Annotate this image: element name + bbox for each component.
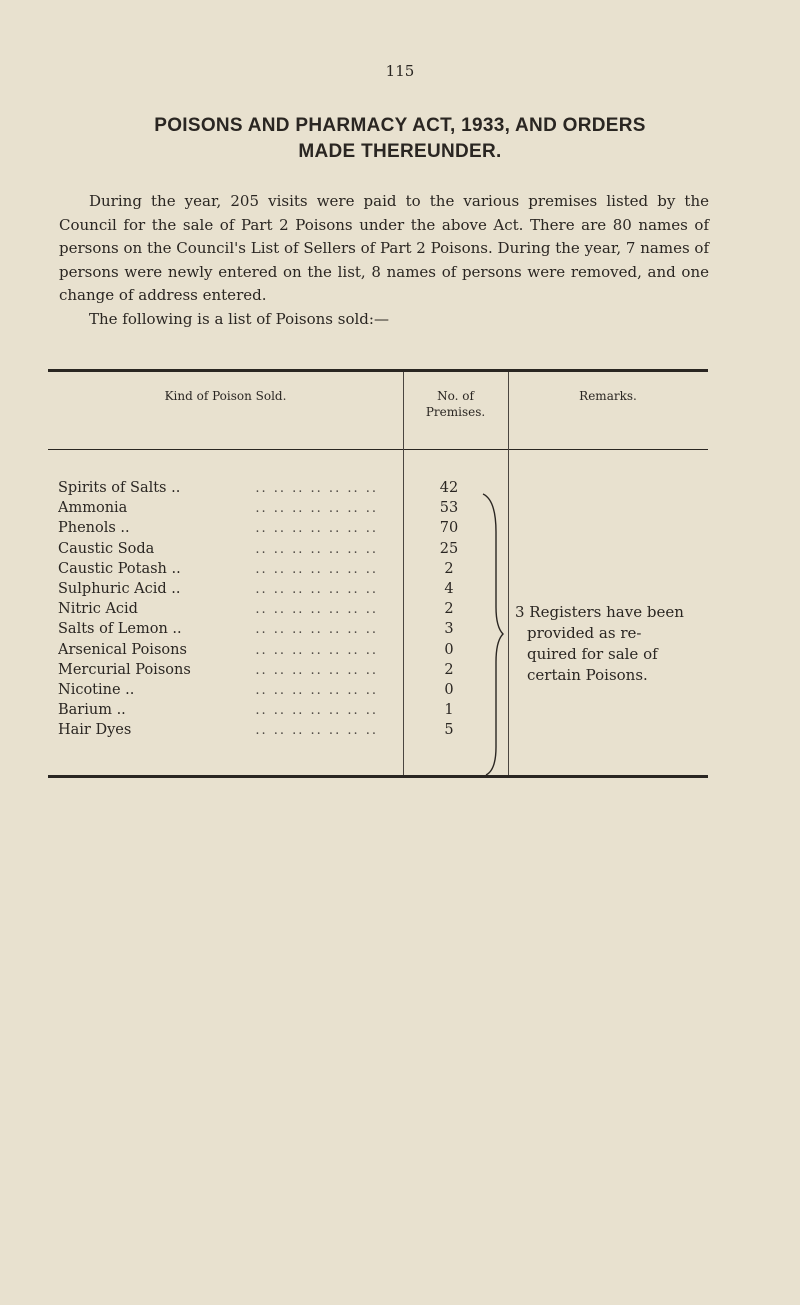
grouping-brace bbox=[480, 492, 508, 777]
page-title bbox=[60, 113, 740, 165]
poison-name: Caustic Soda bbox=[58, 541, 158, 557]
table-row-name bbox=[58, 540, 378, 559]
title-line-2: MADE THEREUNDER. bbox=[298, 141, 502, 162]
table-row-name bbox=[58, 681, 378, 700]
poison-name: Hair Dyes bbox=[58, 722, 135, 738]
remarks-line: provided as re- bbox=[527, 624, 642, 642]
column-header-premises-line-1: No. of bbox=[437, 389, 474, 403]
table-column-divider-2 bbox=[508, 372, 509, 775]
premises-count: 4 bbox=[444, 581, 454, 597]
table-row-name bbox=[58, 580, 378, 599]
leader-dots: .. .. .. .. .. .. .. bbox=[255, 622, 378, 638]
table-row-name bbox=[58, 479, 378, 498]
leader-dots: .. .. .. .. .. .. .. bbox=[255, 602, 378, 618]
premises-count: 2 bbox=[444, 560, 454, 577]
leader-dots: .. .. .. .. .. .. .. bbox=[255, 662, 378, 678]
table-row-name bbox=[58, 519, 378, 538]
table-header-rule bbox=[48, 449, 708, 450]
column-header-kind: Kind of Poison Sold. bbox=[164, 389, 287, 403]
table-row-name bbox=[58, 620, 378, 639]
premises-count: 5 bbox=[444, 722, 454, 739]
leader-dots: .. .. .. .. .. .. .. bbox=[255, 642, 378, 658]
premises-count: 53 bbox=[439, 500, 459, 517]
poison-name: Nitric Acid bbox=[58, 601, 142, 617]
leader-dots: .. .. .. .. .. .. .. bbox=[255, 703, 378, 719]
premises-count: 70 bbox=[439, 520, 459, 537]
poison-name: Mercurial Poisons bbox=[58, 662, 195, 678]
poison-name: Salts of Lemon .. bbox=[58, 621, 186, 637]
table-row-name bbox=[58, 661, 378, 680]
intro-paragraph: During the year, 205 visits were paid to the various premises listed by the Council for the sale of Part 2 Poisons under the above Act. There are 80 names of persons on the Council's List of Sellers of Part 2 Poisons. During the year, 7 names of persons were newly entered on the list, 8 names of persons were removed, and one change of address entered. bbox=[59, 192, 709, 304]
premises-count: 42 bbox=[439, 480, 459, 496]
table-top-rule bbox=[48, 369, 708, 372]
table-row-name bbox=[58, 560, 378, 579]
poison-name: Phenols .. bbox=[58, 520, 134, 536]
leader-dots: .. .. .. .. .. .. .. bbox=[255, 723, 378, 739]
premises-count: 0 bbox=[444, 641, 454, 658]
table-row-name bbox=[58, 641, 378, 660]
poison-name: Barium .. bbox=[58, 702, 130, 718]
column-header-premises-line-2: Premises. bbox=[425, 405, 486, 419]
poison-name: Arsenical Poisons bbox=[58, 642, 191, 658]
premises-count: 0 bbox=[444, 682, 454, 698]
leader-dots: .. .. .. .. .. .. .. bbox=[255, 541, 378, 557]
remarks-line: 3 Registers have been bbox=[515, 603, 684, 621]
table-row-name bbox=[58, 701, 378, 720]
premises-count: 25 bbox=[439, 540, 459, 557]
remarks-text bbox=[515, 602, 715, 686]
title-line-1: POISONS AND PHARMACY ACT, 1933, AND ORDERS bbox=[154, 115, 646, 136]
table-row-name bbox=[58, 499, 378, 518]
premises-count: 1 bbox=[444, 702, 454, 719]
premises-count: 3 bbox=[444, 621, 454, 638]
premises-count: 2 bbox=[444, 661, 454, 678]
poison-name: Caustic Potash .. bbox=[58, 561, 185, 577]
poison-name: Sulphuric Acid .. bbox=[58, 581, 185, 597]
column-header-remarks: Remarks. bbox=[579, 389, 637, 403]
column-header-premises bbox=[403, 388, 508, 420]
premises-count: 2 bbox=[444, 601, 454, 618]
poison-name: Ammonia bbox=[58, 500, 131, 516]
leader-dots: .. .. .. .. .. .. .. bbox=[255, 481, 378, 496]
leader-dots: .. .. .. .. .. .. .. bbox=[255, 561, 378, 577]
page-number: 115 bbox=[385, 62, 415, 80]
leader-dots: .. .. .. .. .. .. .. bbox=[255, 501, 378, 517]
list-intro-paragraph: The following is a list of Poisons sold:— bbox=[89, 310, 389, 328]
table-bottom-rule bbox=[48, 775, 708, 778]
table-row-name bbox=[58, 721, 378, 740]
poison-name: Nicotine .. bbox=[58, 682, 138, 698]
remarks-line: certain Poisons. bbox=[527, 666, 648, 684]
table-row-name bbox=[58, 600, 378, 619]
leader-dots: .. .. .. .. .. .. .. bbox=[255, 683, 378, 698]
leader-dots: .. .. .. .. .. .. .. bbox=[255, 582, 378, 597]
remarks-line: quired for sale of bbox=[527, 645, 658, 663]
poison-name: Spirits of Salts .. bbox=[58, 480, 184, 496]
leader-dots: .. .. .. .. .. .. .. bbox=[255, 521, 378, 537]
